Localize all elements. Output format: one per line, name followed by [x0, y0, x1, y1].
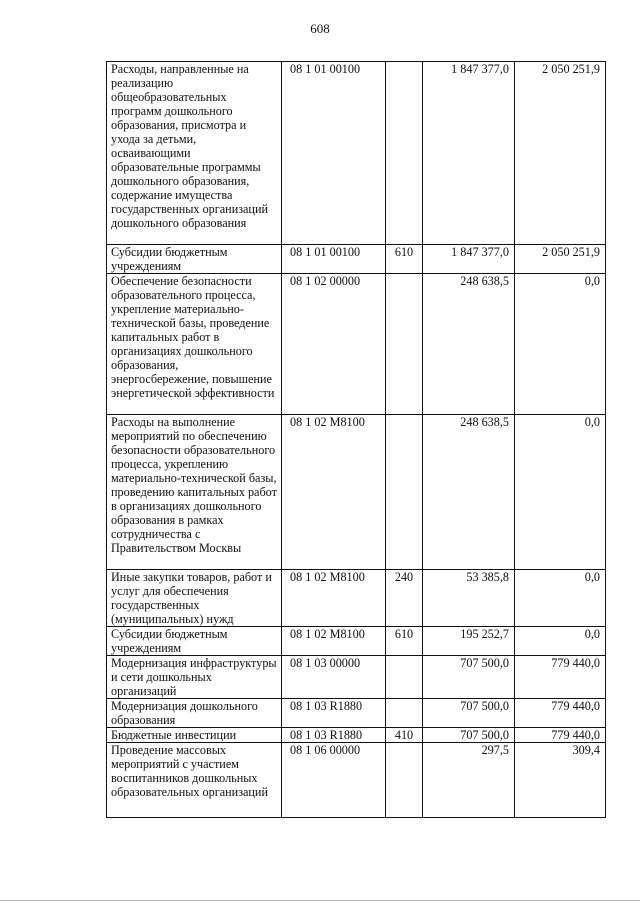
row-vr — [386, 62, 423, 245]
row-name: Субсидии бюджетным учреждениям — [107, 627, 282, 656]
row-sum-1: 1 847 377,0 — [423, 62, 515, 245]
row-name: Расходы на выполнение мероприятий по обеспечению безопасности образовательного процесса, укреплению материально-технической базы, проведению капитальных работ в организациях дошкольного образования в рамках сотрудничества с Правительством Москвы — [107, 415, 282, 570]
table-row — [107, 743, 606, 818]
table-row — [107, 415, 606, 570]
row-sum-2: 2 050 251,9 — [515, 245, 606, 274]
row-vr: 410 — [386, 728, 423, 743]
table-row — [107, 627, 606, 656]
row-name: Обеспечение безопасности образовательного процесса, укрепление материально-технической базы, проведение капитальных работ в организациях дошкольного образования, энергосбережение, повышение энергетической эффективности — [107, 274, 282, 415]
row-sum-1: 297,5 — [423, 743, 515, 818]
row-sum-2: 0,0 — [515, 415, 606, 570]
row-sum-1: 707 500,0 — [423, 699, 515, 728]
scan-edge-line — [0, 900, 640, 901]
row-vr: 610 — [386, 627, 423, 656]
row-code: 08 1 03 00000 — [282, 656, 386, 699]
row-code: 08 1 01 00100 — [282, 62, 386, 245]
row-name: Расходы, направленные на реализацию общеобразовательных программ дошкольного образования, присмотра и ухода за детьми, осваивающими образовательные программы дошкольного образования, содержание имущества государственных организаций дошкольного образования — [107, 62, 282, 245]
budget-table — [106, 61, 606, 818]
row-sum-1: 248 638,5 — [423, 415, 515, 570]
row-code: 08 1 02 M8100 — [282, 627, 386, 656]
row-vr — [386, 415, 423, 570]
row-sum-1: 707 500,0 — [423, 728, 515, 743]
row-name: Модернизация дошкольного образования — [107, 699, 282, 728]
row-sum-1: 195 252,7 — [423, 627, 515, 656]
row-code: 08 1 02 00000 — [282, 274, 386, 415]
table-row — [107, 728, 606, 743]
row-sum-1: 707 500,0 — [423, 656, 515, 699]
row-code: 08 1 03 R1880 — [282, 699, 386, 728]
row-vr: 240 — [386, 570, 423, 627]
row-name: Иные закупки товаров, работ и услуг для обеспечения государственных (муниципальных) нужд — [107, 570, 282, 627]
row-sum-2: 779 440,0 — [515, 728, 606, 743]
table-row — [107, 699, 606, 728]
table-row — [107, 62, 606, 245]
row-sum-1: 1 847 377,0 — [423, 245, 515, 274]
row-sum-2: 779 440,0 — [515, 699, 606, 728]
row-name: Модернизация инфраструктуры и сети дошкольных организаций — [107, 656, 282, 699]
row-sum-2: 309,4 — [515, 743, 606, 818]
row-code: 08 1 02 M8100 — [282, 415, 386, 570]
row-code: 08 1 06 00000 — [282, 743, 386, 818]
row-code: 08 1 03 R1880 — [282, 728, 386, 743]
row-sum-1: 248 638,5 — [423, 274, 515, 415]
row-code: 08 1 02 M8100 — [282, 570, 386, 627]
row-sum-2: 0,0 — [515, 570, 606, 627]
row-vr — [386, 274, 423, 415]
row-sum-2: 0,0 — [515, 274, 606, 415]
table-row — [107, 656, 606, 699]
row-sum-2: 2 050 251,9 — [515, 62, 606, 245]
table-row — [107, 274, 606, 415]
table-row — [107, 570, 606, 627]
row-name: Проведение массовых мероприятий с участием воспитанников дошкольных образовательных организаций — [107, 743, 282, 818]
row-vr — [386, 656, 423, 699]
row-name: Бюджетные инвестиции — [107, 728, 282, 743]
row-vr: 610 — [386, 245, 423, 274]
row-sum-2: 779 440,0 — [515, 656, 606, 699]
row-sum-2: 0,0 — [515, 627, 606, 656]
row-vr — [386, 743, 423, 818]
row-name: Субсидии бюджетным учреждениям — [107, 245, 282, 274]
row-sum-1: 53 385,8 — [423, 570, 515, 627]
table-row — [107, 245, 606, 274]
page-number: 608 — [310, 21, 330, 36]
row-code: 08 1 01 00100 — [282, 245, 386, 274]
row-vr — [386, 699, 423, 728]
